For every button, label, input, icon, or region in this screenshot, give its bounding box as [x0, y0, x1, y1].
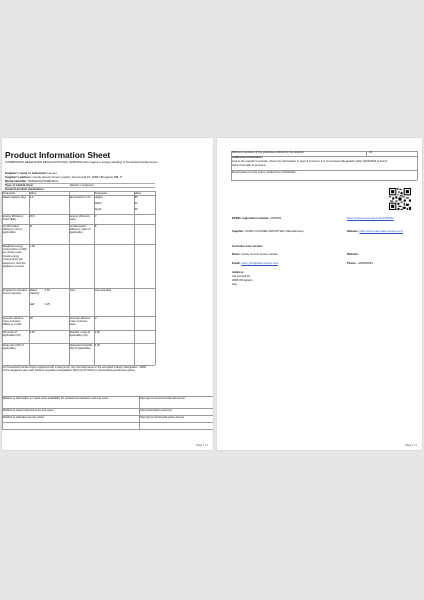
- offmode-value: 0,45: [29, 330, 35, 334]
- cond-eff-value: 91: [29, 224, 33, 228]
- qr-code-icon: [389, 188, 411, 210]
- price-label: Weblink to indicative pre-tax prices: [2, 415, 45, 419]
- delay-label: Delay start (W) (if applicable): [2, 343, 24, 350]
- supplier-address-row: Supplier's address: Candy Hoover Group contact, Via Comolli 16, 20861 Brugherio MB, IT: [5, 175, 123, 179]
- delay-value: –: [29, 343, 32, 347]
- spare-parts-link[interactable]: https://go.hr.services/circle-fed-hoover: [139, 396, 186, 400]
- refrigerant-label: For household tumble dryers equipped with a heat pump, the chemical name or the accepted industry designation of the refrigerant gas used (without prejudice to Regulation (EU) No 517/2014 on fluorinated greenhouse gases.: [2, 365, 138, 373]
- guarantee-value: 24: [369, 150, 373, 154]
- supplier-row: Supplier: CANDY HOOVER GROUP SRL (Manufacturer): [232, 229, 304, 233]
- guarantee-label: Minimum duration of the guarantee offered by the supplier: [232, 150, 304, 154]
- duration-rated-label: Rated capacity: [29, 288, 40, 295]
- page-1: [2, 138, 213, 450]
- type2-value: Free-standing: [94, 288, 112, 292]
- th-value: Value: [134, 191, 142, 195]
- noise-class-label: Acoustic airborne noise emission class: [69, 316, 91, 327]
- care-phone-row: Phone: +390392861: [347, 261, 373, 265]
- weighted-label: Weighted energy consumption in kWh per drying cycle. Actual energy consumption will depend on how the appliance is used.: [2, 244, 27, 268]
- rated-capacity-value: 9,0: [29, 195, 34, 199]
- dim-depth-label: Depth: [94, 207, 102, 211]
- rated-capacity-label: Rated capacity (kg): [2, 195, 26, 199]
- cond-class-value: B: [94, 224, 97, 228]
- duration-rated-value: 3:55: [44, 288, 50, 292]
- page-title: Product Information Sheet: [5, 150, 111, 160]
- eprel-link[interactable]: https://eprel.ec.europa.eu/qr/2155253: [347, 216, 394, 220]
- dim-height-label: Height: [94, 195, 103, 199]
- eprel-value: 2155253: [270, 216, 282, 220]
- address-line: 20861 Brugherio: [232, 278, 253, 282]
- weighted-value: 1,06: [29, 244, 35, 248]
- page-number: Page 2 / 2: [405, 444, 417, 447]
- care-name-row: Name: Candy Hoover Group contact: [232, 252, 278, 256]
- th-parameter: Parameter: [94, 191, 108, 195]
- address-line: Via Comolli 16: [232, 274, 250, 278]
- duration-label: Programme duration (hours:minutes): [2, 288, 28, 295]
- th-value: Value: [29, 191, 37, 195]
- type2-label: Type: [69, 288, 76, 292]
- dim-width-value: 60: [134, 201, 138, 205]
- spare-parts-label: Weblink to information on spare parts availability for professional repairers and end users: [2, 396, 109, 400]
- dim-depth-value: 59: [134, 207, 138, 211]
- noise-label: Acoustic airborne noise emission (dB(A) re 1 pW): [2, 316, 24, 327]
- additional-text: Link to the supplier's website, where the information in point 6 of Annex II to Commission Regulation (EU) 2023/2533 is found: https://manuals.hr.services/: [232, 159, 388, 167]
- page-2: [217, 138, 422, 450]
- care-email-link[interactable]: eprel_info@haier-europe.com: [241, 261, 279, 265]
- placed-on-market: Model placed on the Union market from 01/09/2021.: [232, 170, 297, 174]
- general-params-heading: General product parameters:: [5, 187, 45, 191]
- standby-label: Standby mode (if applicable) (W): [69, 330, 90, 337]
- website-link[interactable]: https://corporate.haier-europe.com/: [359, 229, 404, 233]
- care-name-value: Candy Hoover Group contact: [241, 252, 278, 256]
- noise-value: 69: [29, 316, 33, 320]
- regulation-intro: COMMISSION DELEGATED REGULATION (EU) 2023/2534 with regard to energy labelling of household tumble dryers: [5, 160, 158, 164]
- address-heading: Address:: [232, 270, 245, 274]
- repair-label: Weblink to repair instructions for end users: [2, 408, 54, 412]
- supplier-name-row: Supplier's name or trademark: Hoover: [5, 171, 57, 175]
- duration-half-value: 2:25: [44, 302, 50, 306]
- supplier-address-value: Candy Hoover Group contact, Via Comolli 16, 20861 Brugherio MB, IT: [32, 175, 123, 179]
- standby-value: 0,85: [94, 330, 100, 334]
- eei-value: 56,5: [29, 214, 35, 218]
- dimensions-label: Dimensions in cm: [69, 195, 91, 199]
- dim-width-label: Width: [94, 201, 102, 205]
- supplier-value: CANDY HOOVER GROUP SRL (Manufacturer): [244, 229, 304, 233]
- eec-value: C: [94, 214, 97, 218]
- additional-heading: Additional information:: [232, 155, 263, 159]
- repair-link[interactable]: https://manuals.hr.services/: [139, 408, 173, 412]
- care-phone-value: +390392861: [357, 261, 373, 265]
- cond-eff-label: Condensation efficiency (%) (if applicable): [2, 224, 22, 235]
- care-website-row: Website:: [347, 252, 359, 256]
- duration-half-label: Half: [29, 302, 35, 306]
- care-email-row: Email: eprel_info@haier-europe.com: [232, 261, 279, 265]
- model-value: NDPEH9A3TCBEXM-S: [28, 179, 59, 183]
- page-number: Page 1 / 2: [196, 444, 208, 447]
- noise-class-value: D: [94, 316, 97, 320]
- cond-class-label: Condensation efficiency class (if applicable): [69, 224, 91, 235]
- type-row: Type of tumble dryer: [5, 183, 34, 187]
- price-link[interactable]: https://go.hr.services/bl-prices-hoover: [139, 415, 185, 419]
- customer-care-heading: Customer care service:: [232, 244, 263, 248]
- type-value: Electric condenser: [70, 183, 94, 187]
- address-line: Italy: [232, 282, 238, 286]
- offmode-label: Off-mode (if applicable) (W): [2, 330, 21, 337]
- refrigerant-value: R290: [139, 365, 147, 369]
- eprel-row: EPREL registration number: 2155253: [232, 216, 282, 220]
- eei-label: Energy Efficiency Index (EEI): [2, 214, 24, 221]
- th-parameter: Parameter: [2, 191, 16, 195]
- model-row: Model identifier: NDPEH9A3TCBEXM-S: [5, 179, 59, 183]
- website-row: Website: https://corporate.haier-europe.com/: [347, 229, 404, 233]
- eec-label: Energy efficiency class: [69, 214, 91, 221]
- network-value: 2,00: [94, 343, 100, 347]
- supplier-name-value: Hoover: [47, 171, 57, 175]
- divider: [5, 183, 155, 184]
- network-label: Networked standby (W) (if applicable): [69, 343, 93, 350]
- dim-height-value: 85: [134, 195, 138, 199]
